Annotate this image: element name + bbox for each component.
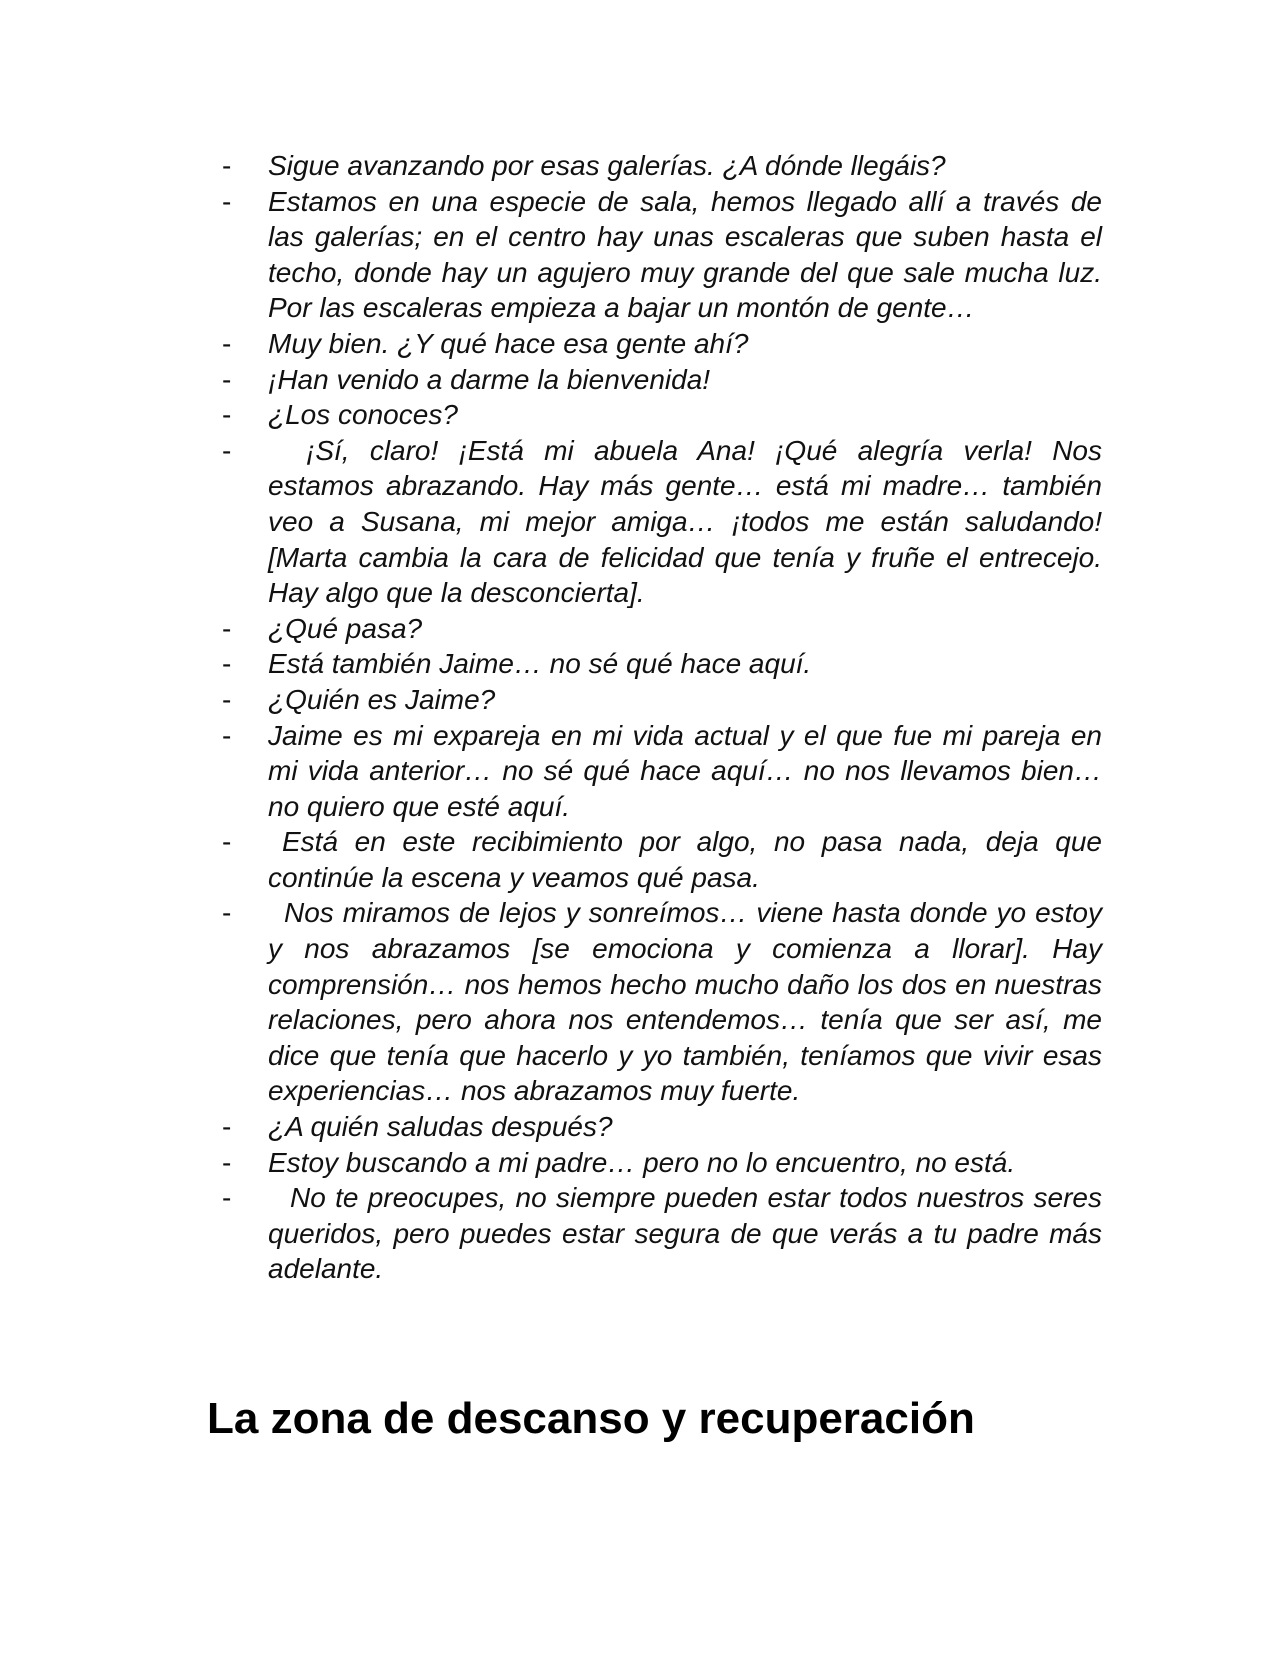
dialogue-line (222, 895, 1102, 1109)
dialogue-text: Está también Jaime… no sé qué hace aquí. (268, 648, 812, 680)
dialogue-line (222, 682, 1102, 718)
dialogue-text: Jaime es mi expareja en mi vida actual y el que fue mi pareja en mi vida anterior… no sé qué hace aquí… no nos llevamos bien… no quiero que esté aquí. (268, 719, 1102, 822)
dialogue-dash: - (222, 683, 232, 715)
dialogue-line (222, 362, 1102, 398)
dialogue-text: Estamos en una especie de sala, hemos llegado allí a través de las galerías; en el centro hay unas escaleras que suben hasta el techo, donde hay un agujero muy grande del que sale mucha luz. Por las escaleras empieza a bajar un montón de gente… (268, 185, 1102, 324)
dialogue-text: Sigue avanzando por esas galerías. ¿A dónde llegáis? (268, 150, 946, 181)
dialogue-line (222, 611, 1102, 647)
dialogue-line (222, 646, 1102, 682)
dialogue-text: ¡Sí, claro! ¡Está mi abuela Ana! ¡Qué alegría verla! Nos estamos abrazando. Hay más gente… está mi madre… también veo a Susana, mi mejor amiga… ¡todos me están saludando! [Marta cambia la cara de felicidad que tenía y fruñe el entrecejo. Hay algo que la desconcierta]. (268, 434, 1102, 609)
dialogue-dash: - (222, 363, 232, 395)
dialogue-dash: - (222, 185, 232, 217)
dialogue-line (222, 1180, 1102, 1287)
dialogue-dash: - (222, 826, 232, 858)
dialogue-dash: - (222, 434, 232, 466)
dialogue-text: Está en este recibimiento por algo, no pasa nada, deja que continúe la escena y veamos qué pasa. (268, 826, 1102, 893)
dialogue-text: ¿A quién saludas después? (268, 1111, 613, 1143)
dialogue-line (222, 326, 1102, 362)
dialogue-dash: - (222, 327, 232, 359)
dialogue-text: Nos miramos de lejos y sonreímos… viene hasta donde yo estoy y nos abrazamos [se emociona y comienza a llorar]. Hay comprensión… nos hemos hecho mucho daño los dos en nuestras relaciones, pero ahora nos entendemos… tenía que ser así, me dice que tenía que hacerlo y yo también, teníamos que vivir esas experiencias… nos abrazamos muy fuerte. (268, 897, 1102, 1107)
dialogue-text: ¿Qué pasa? (268, 612, 423, 644)
dialogue-dash: - (222, 648, 232, 680)
dialogue-text: Estoy buscando a mi padre… pero no lo encuentro, no está. (268, 1146, 1016, 1178)
dialogue-dash: - (222, 1111, 232, 1143)
dialogue-text: ¡Han venido a darme la bienvenida! (268, 363, 711, 395)
dialogue-dash: - (222, 399, 232, 431)
dialogue-line (222, 184, 1102, 326)
dialogue-line (222, 1145, 1102, 1181)
dialogue-dash: - (222, 612, 232, 644)
dialogue-text: ¿Quién es Jaime? (268, 683, 496, 715)
dialogue-text: No te preocupes, no siempre pueden estar todos nuestros seres queridos, pero puedes estar segura de que verás a tu padre más adelante. (268, 1182, 1102, 1285)
dialogue-line (222, 433, 1102, 611)
dialogue-line (222, 824, 1102, 895)
dialogue-dash: - (222, 897, 232, 929)
dialogue-line (222, 148, 1102, 184)
dialogue-list (222, 148, 1102, 1287)
dialogue-line (222, 397, 1102, 433)
dialogue-dash: - (222, 1146, 232, 1178)
dialogue-dash: - (222, 150, 232, 181)
dialogue-text: Muy bien. ¿Y qué hace esa gente ahí? (268, 327, 749, 359)
dialogue-dash: - (222, 719, 232, 751)
section-heading: La zona de descanso y recuperación (207, 1394, 975, 1443)
dialogue-text: ¿Los conoces? (268, 399, 458, 431)
dialogue-dash: - (222, 1182, 232, 1214)
dialogue-line (222, 718, 1102, 825)
dialogue-line (222, 1109, 1102, 1145)
